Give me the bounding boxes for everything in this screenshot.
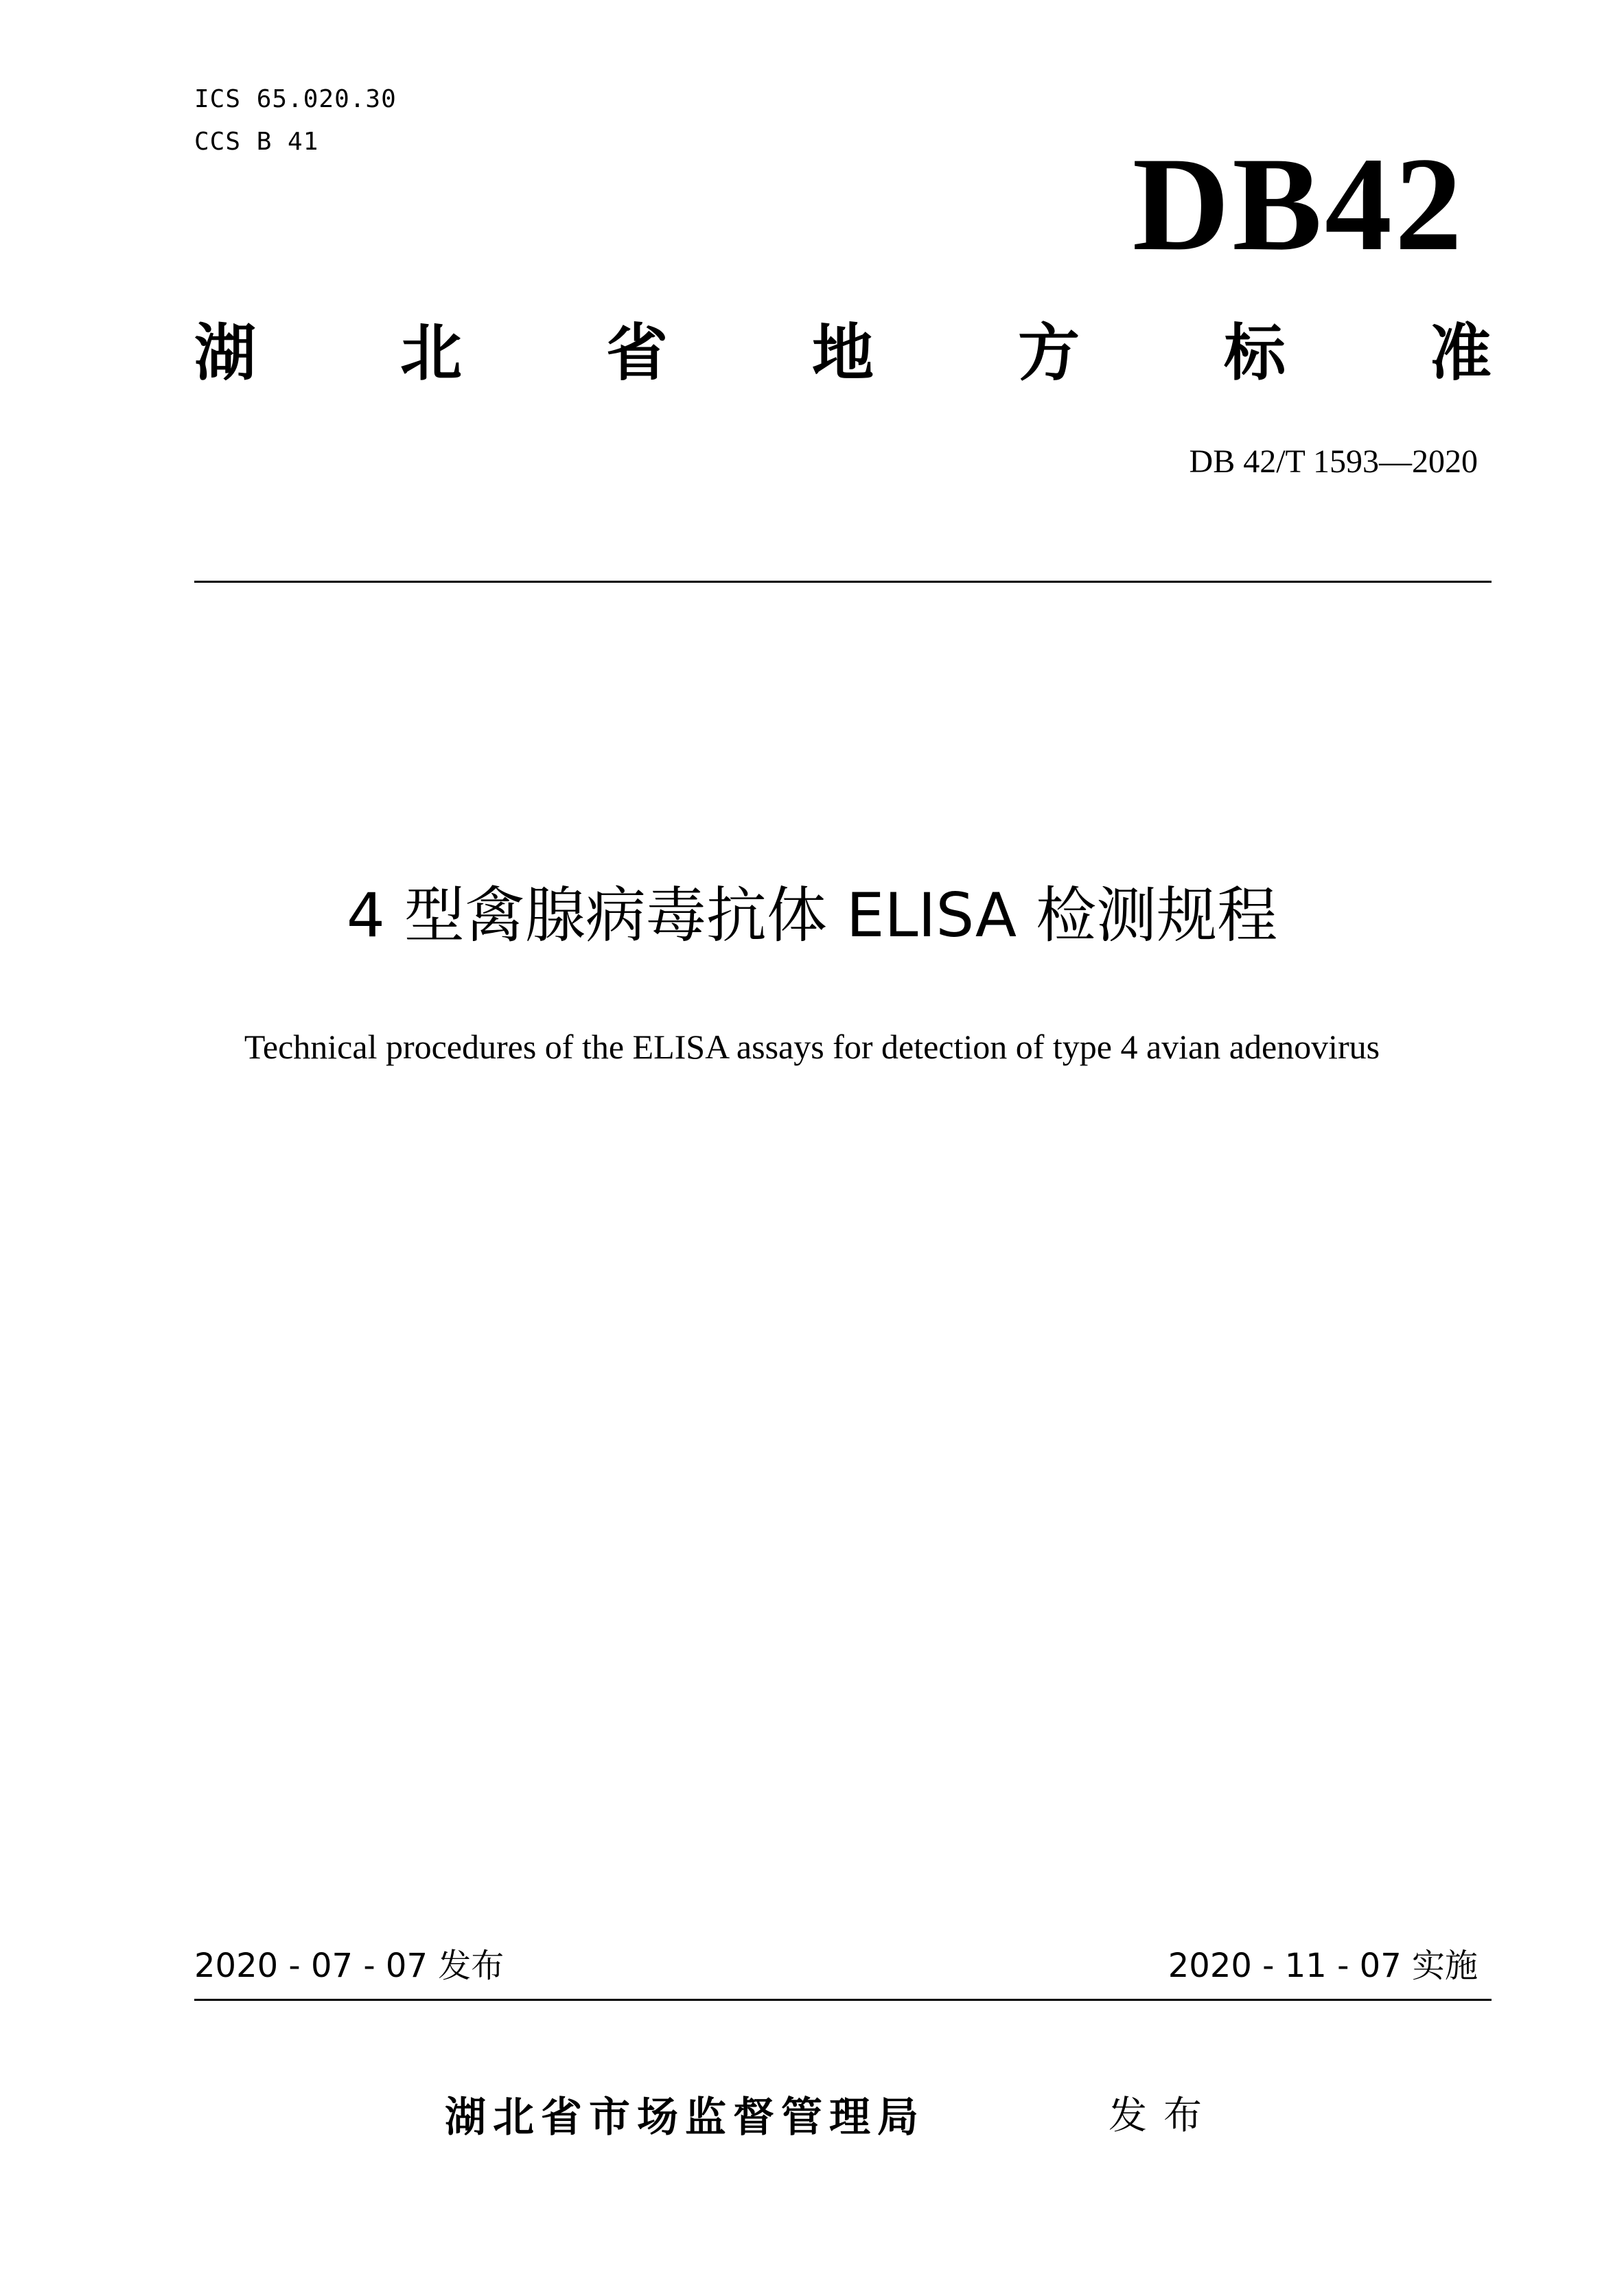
document-title-en: Technical procedures of the ELISA assays for detection of type 4 avian adenovirus [244,1028,1380,1066]
category-char: 地 [812,317,874,389]
ics-code: ICS 65.020.30 [194,85,397,113]
category-char: 湖 [194,317,256,389]
ccs-code: CCS B 41 [194,128,319,156]
document-title-cn: 4 型禽腺病毒抗体 ELISA 检测规程 [346,880,1278,951]
category-char: 北 [400,317,462,389]
publish-date: 2020 - 07 - 07 发布 [194,1947,504,1985]
footer-divider [194,1999,1492,2001]
standard-number: DB 42/T 1593—2020 [1189,443,1478,480]
category-char: 准 [1430,317,1492,389]
implement-date: 2020 - 11 - 07 实施 [1168,1947,1478,1985]
category-char: 省 [606,317,668,389]
standard-logo: DB42 [1132,130,1465,279]
standard-category-title [194,317,1492,389]
publish-label: 发布 [1109,2094,1218,2138]
publisher-name: 湖北省市场监督管理局 [445,2094,925,2142]
category-char: 方 [1018,317,1080,389]
category-char: 标 [1224,317,1286,389]
header-divider [194,581,1492,583]
